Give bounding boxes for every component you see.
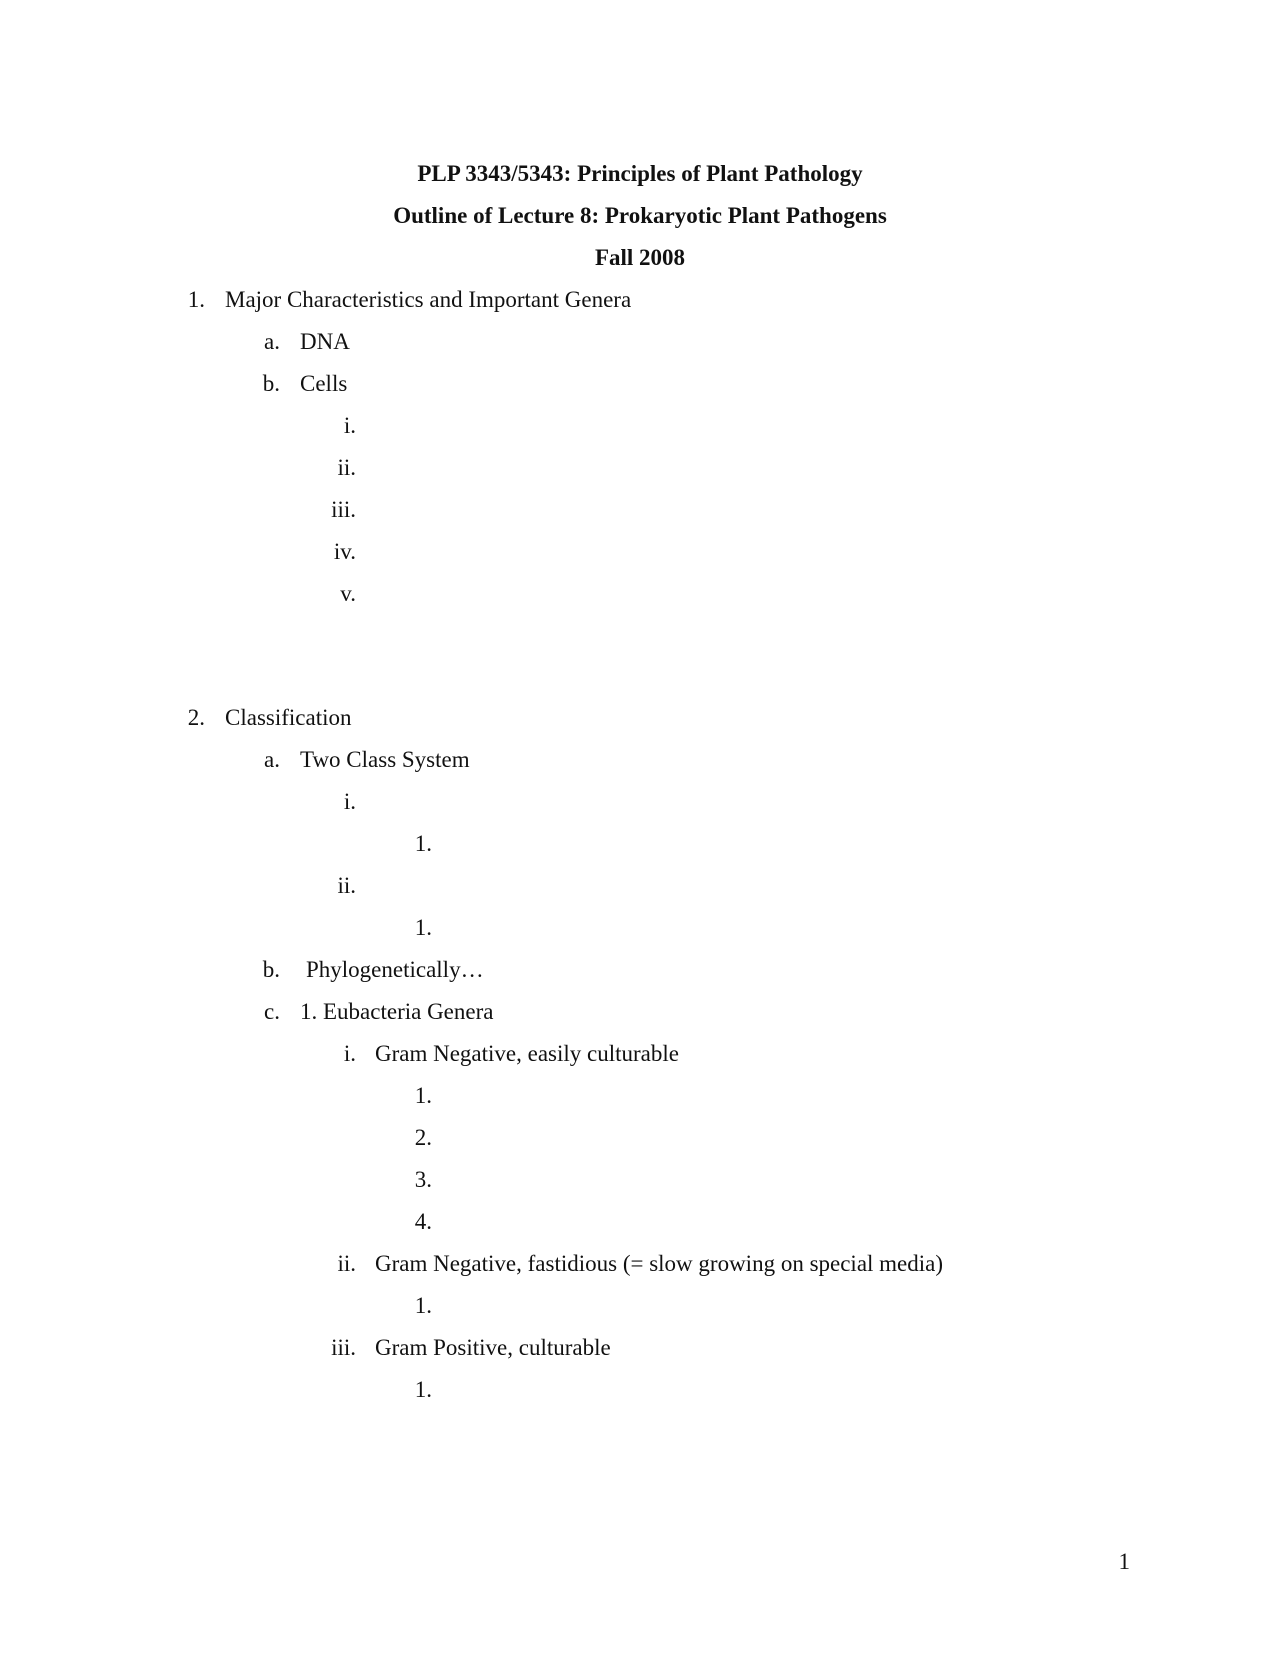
outline-text: Two Class System: [300, 747, 470, 772]
outline-marker: i.: [343, 1041, 356, 1066]
outline-marker: 2.: [187, 705, 205, 730]
outline-marker: 3.: [414, 1167, 432, 1192]
outline-marker: b.: [262, 957, 280, 982]
outline-marker: 1.: [414, 1377, 432, 1402]
outline-marker: 1.: [414, 1083, 432, 1108]
outline-marker: c.: [264, 999, 280, 1024]
outline-text: 1. Eubacteria Genera: [300, 999, 494, 1024]
outline-marker: ii.: [337, 1251, 356, 1276]
outline-marker: 1.: [414, 831, 432, 856]
outline-marker: ii.: [337, 455, 356, 480]
lecture-title: Outline of Lecture 8: Prokaryotic Plant Pathogens: [393, 203, 887, 228]
outline-text: Major Characteristics and Important Genera: [225, 287, 632, 312]
outline-marker: 1.: [414, 915, 432, 940]
outline-marker: 1.: [414, 1293, 432, 1318]
outline-marker: i.: [343, 413, 356, 438]
outline-marker: 1.: [187, 287, 205, 312]
outline-marker: iii.: [331, 497, 356, 522]
outline-text: Gram Negative, easily culturable: [375, 1041, 679, 1066]
outline-marker: iii.: [331, 1335, 356, 1360]
outline-text: Phylogenetically…: [306, 957, 484, 982]
outline-marker: ii.: [337, 873, 356, 898]
outline-text: Classification: [225, 705, 352, 730]
outline-marker: iv.: [333, 539, 356, 564]
outline-text: Gram Positive, culturable: [375, 1335, 611, 1360]
outline-text: Gram Negative, fastidious (= slow growing on special media): [375, 1251, 944, 1276]
outline-marker: v.: [340, 581, 356, 606]
outline-marker: a.: [264, 747, 280, 772]
course-title: PLP 3343/5343: Principles of Plant Pathology: [417, 161, 863, 186]
outline-marker: 4.: [414, 1209, 432, 1234]
outline-marker: 2.: [414, 1125, 432, 1150]
outline-text: DNA: [300, 329, 350, 354]
page-number: 1: [1118, 1549, 1130, 1574]
outline-marker: b.: [262, 371, 280, 396]
outline-marker: i.: [343, 789, 356, 814]
term-title: Fall 2008: [594, 245, 686, 270]
outline-text: Cells: [300, 371, 348, 396]
outline-marker: a.: [264, 329, 280, 354]
